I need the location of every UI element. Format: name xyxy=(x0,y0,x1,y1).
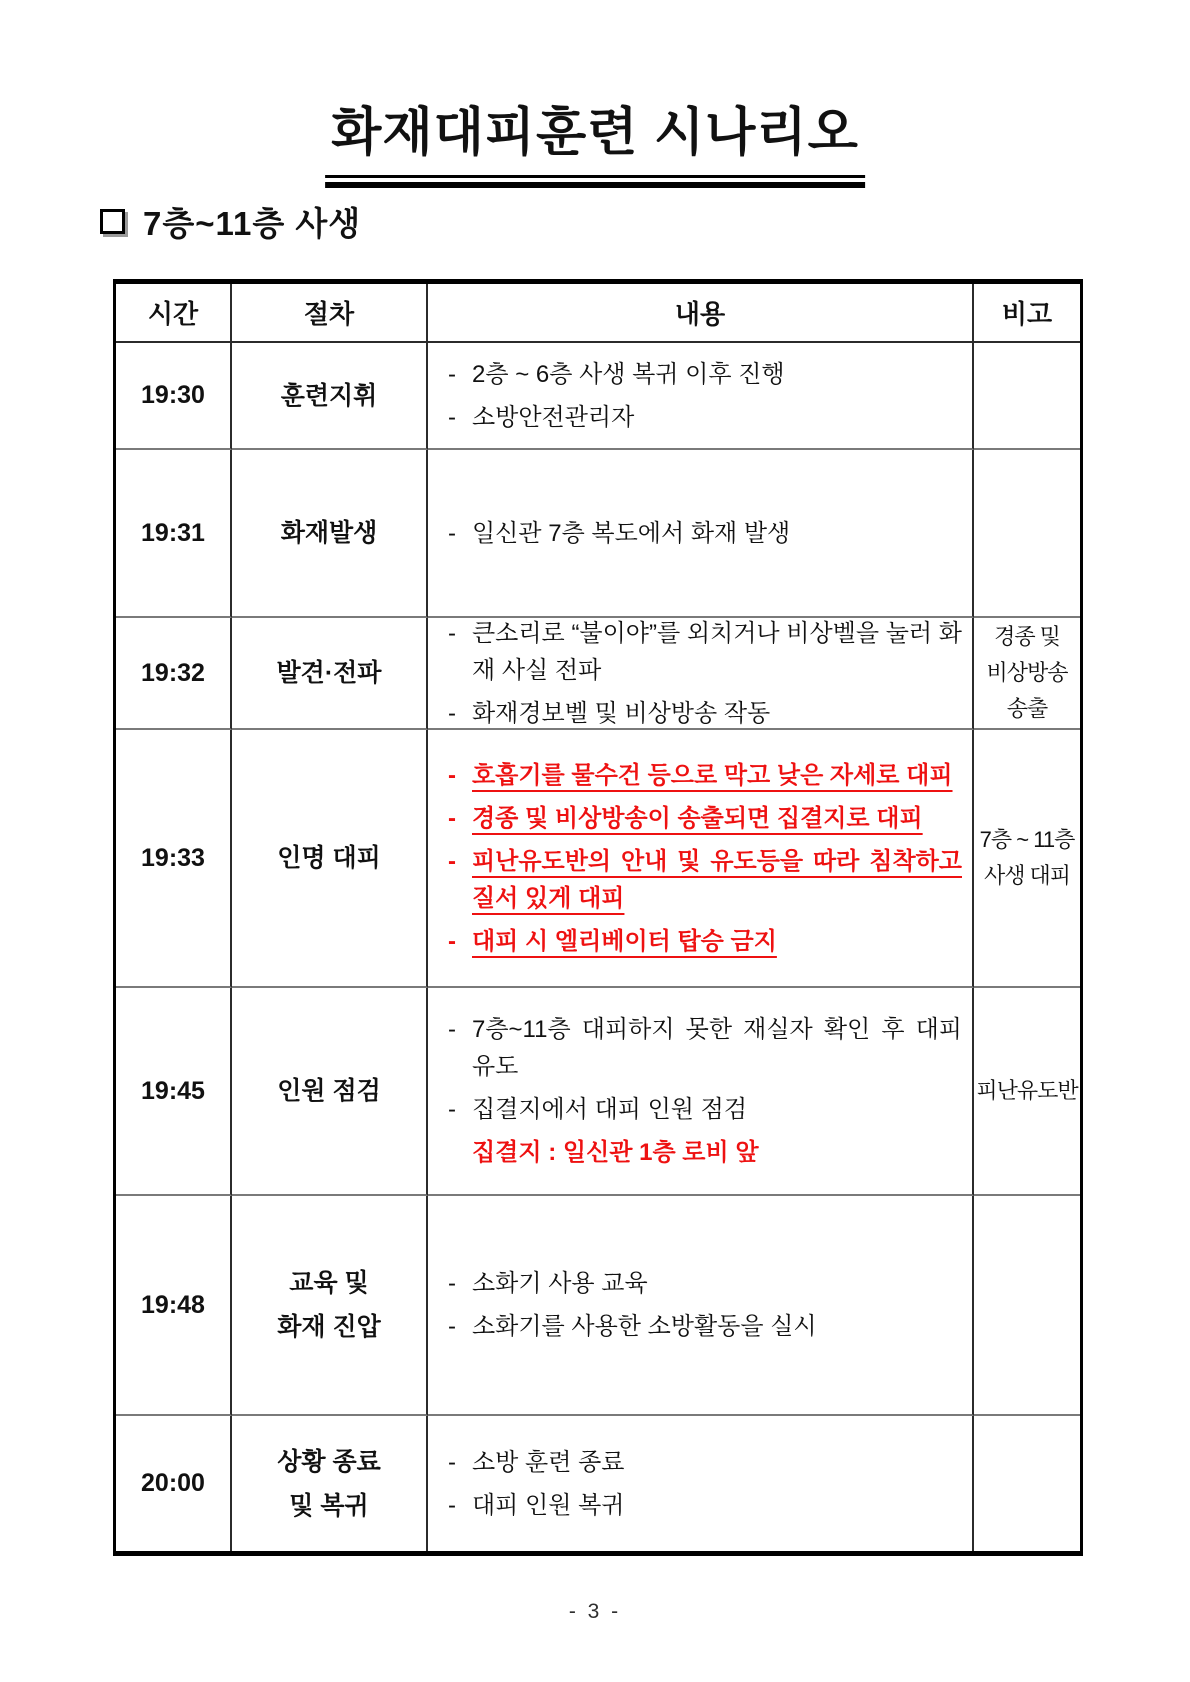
procedure-cell xyxy=(232,730,428,988)
procedure-line: 및 복귀 xyxy=(289,1491,369,1520)
scenario-table xyxy=(113,279,1083,1556)
procedure-cell xyxy=(232,343,428,450)
bullet-dash: - xyxy=(448,761,456,789)
remark-cell xyxy=(974,1196,1080,1416)
time-cell: 19:30 xyxy=(116,343,232,450)
content-text: 피난유도반의 안내 및 유도등을 따라 침착하고 질서 있게 대피 xyxy=(472,847,962,912)
content-text: 대피 시 엘리베이터 탑승 금지 xyxy=(472,927,777,955)
bullet-dash: - xyxy=(448,1016,456,1043)
bullet-dash: - xyxy=(448,1313,456,1340)
content-text: 경종 및 비상방송이 송출되면 집결지로 대피 xyxy=(472,804,923,832)
time-cell: 19:48 xyxy=(116,1196,232,1416)
content-text: 큰소리로 “불이야”를 외치거나 비상벨을 눌러 화재 사실 전파 xyxy=(472,619,962,684)
section-title: 7층~11층 사생 xyxy=(143,205,362,242)
content-cell xyxy=(428,450,974,618)
content-line xyxy=(440,757,962,794)
bullet-dash: - xyxy=(448,804,456,832)
bullet-dash: - xyxy=(448,360,456,388)
content-text: 대피 인원 복귀 xyxy=(472,1491,625,1519)
content-line xyxy=(440,843,962,917)
document-title-block xyxy=(325,90,865,188)
document-title: 화재대피훈련 시나리오 xyxy=(331,104,859,162)
column-header-1: 절차 xyxy=(232,284,428,343)
bullet-dash: - xyxy=(448,927,456,955)
bullet-dash: - xyxy=(448,619,456,647)
section-header xyxy=(100,198,361,245)
remark-cell xyxy=(974,988,1080,1196)
content-text: 집결지 : 일신관 1층 로비 앞 xyxy=(472,1139,759,1166)
column-header-2: 내용 xyxy=(428,284,974,343)
bullet-dash: - xyxy=(448,699,456,727)
time-cell: 19:45 xyxy=(116,988,232,1196)
content-line xyxy=(440,615,962,689)
procedure-line: 인명 대피 xyxy=(277,844,381,872)
content-cell xyxy=(428,988,974,1196)
procedure-cell xyxy=(232,450,428,618)
time-cell: 19:33 xyxy=(116,730,232,988)
content-cell xyxy=(428,618,974,730)
remark-cell xyxy=(974,343,1080,450)
content-line xyxy=(440,800,962,837)
column-header-3: 비고 xyxy=(974,284,1080,343)
content-line xyxy=(440,356,962,393)
content-line xyxy=(440,1444,962,1481)
bullet-dash: - xyxy=(448,1096,456,1123)
title-underline-thick xyxy=(325,182,865,188)
remark-line: 사생 대피 xyxy=(983,863,1071,888)
content-text: 소방 훈련 종료 xyxy=(472,1448,625,1476)
time-cell: 20:00 xyxy=(116,1416,232,1551)
content-line xyxy=(440,695,962,732)
content-cell xyxy=(428,343,974,450)
procedure-line: 화재 진압 xyxy=(277,1313,381,1341)
content-line xyxy=(440,1487,962,1524)
content-cell xyxy=(428,1416,974,1551)
content-line xyxy=(440,1134,962,1171)
remark-cell xyxy=(974,730,1080,988)
remark-cell xyxy=(974,1416,1080,1551)
content-text: 소화기를 사용한 소방활동을 실시 xyxy=(472,1313,817,1340)
content-line xyxy=(440,1265,962,1302)
content-line xyxy=(440,1091,962,1128)
column-header-0: 시간 xyxy=(116,284,232,343)
content-line xyxy=(440,399,962,436)
procedure-line: 발견·전파 xyxy=(276,659,382,687)
procedure-cell xyxy=(232,988,428,1196)
remark-line: 경종 및 xyxy=(994,624,1060,649)
remark-cell xyxy=(974,450,1080,618)
content-text: 호흡기를 물수건 등으로 막고 낮은 자세로 대피 xyxy=(472,761,953,789)
procedure-line: 인원 점검 xyxy=(277,1077,381,1105)
bullet-dash: - xyxy=(448,519,456,547)
content-text: 소화기 사용 교육 xyxy=(472,1270,648,1297)
content-line xyxy=(440,1011,962,1085)
time-cell: 19:31 xyxy=(116,450,232,618)
bullet-dash: - xyxy=(448,1448,456,1476)
page-number: - 3 - xyxy=(568,1600,622,1623)
remark-line: 비상방송 xyxy=(986,660,1068,685)
content-text: 소방안전관리자 xyxy=(472,403,635,431)
remark-line: 송출 xyxy=(1006,696,1048,721)
content-line xyxy=(440,923,962,960)
title-underline-thin xyxy=(325,175,865,178)
bullet-dash: - xyxy=(448,847,456,875)
content-text: 7층~11층 대피하지 못한 재실자 확인 후 대피 유도 xyxy=(472,1016,962,1080)
bullet-dash: - xyxy=(448,403,456,431)
content-text: 일신관 7층 복도에서 화재 발생 xyxy=(472,519,791,547)
content-cell xyxy=(428,1196,974,1416)
bullet-dash: - xyxy=(448,1270,456,1297)
content-text: 2층 ~ 6층 사생 복귀 이후 진행 xyxy=(472,360,785,388)
content-text: 집결지에서 대피 인원 점검 xyxy=(472,1096,748,1123)
content-line xyxy=(440,515,962,552)
procedure-cell xyxy=(232,1416,428,1551)
content-text: 화재경보벨 및 비상방송 작동 xyxy=(472,699,771,727)
remark-line: 피난유도반 xyxy=(976,1078,1078,1103)
procedure-cell xyxy=(232,1196,428,1416)
procedure-cell xyxy=(232,618,428,730)
procedure-line: 교육 및 xyxy=(289,1269,369,1297)
bullet-dash: - xyxy=(448,1491,456,1519)
content-cell xyxy=(428,730,974,988)
procedure-line: 상황 종료 xyxy=(277,1447,381,1476)
remark-line: 7층 ~ 11층 xyxy=(979,827,1075,852)
time-cell: 19:32 xyxy=(116,618,232,730)
procedure-line: 화재발생 xyxy=(280,519,378,547)
procedure-line: 훈련지휘 xyxy=(280,381,378,410)
remark-cell xyxy=(974,618,1080,730)
content-line xyxy=(440,1308,962,1345)
shadowed-square-bullet-icon xyxy=(100,209,125,234)
